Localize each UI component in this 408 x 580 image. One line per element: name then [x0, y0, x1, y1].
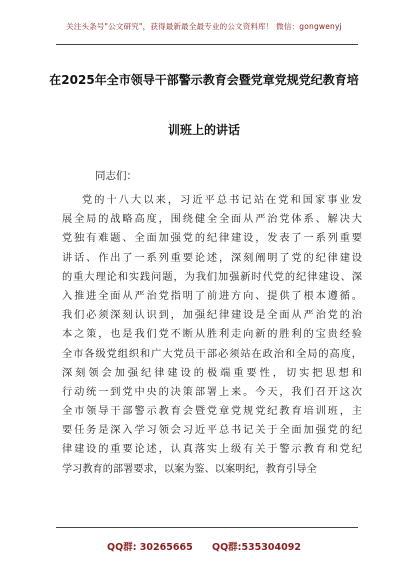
salutation: 同志们： — [95, 170, 137, 182]
document-title-line-2: 训班上的讲话 — [167, 123, 240, 137]
body-line: 本之策，也是我们党不断从胜利走向新的胜利的宝贵经验 — [62, 329, 362, 341]
footer-qq-group-2: QQ群:535304092 — [212, 542, 301, 553]
body-line: 讲话、作出了一系列重要论述，深刻阐明了党的纪律建设 — [62, 252, 362, 264]
body-line: 党的十八大以来，习近平总书记站在党和国家事业发 — [82, 195, 362, 206]
body-line: 律建设的重要论述，认真落实上级有关于警示教育和党纪 — [62, 444, 362, 456]
body-line: 的重大理论和实践问题，为我们加强新时代党的纪律建设、深 — [62, 271, 362, 283]
body-line: 全市各级党组织和广大党员干部必须站在政治和全局的高度， — [62, 348, 362, 360]
body-line: 学习教育的部署要求，以案为鉴、以案明纪，教育引导全 — [62, 463, 317, 475]
footer-divider — [56, 527, 358, 528]
body-line: 全市领导干部警示教育会暨党章党规党纪教育培训班，主 — [62, 406, 362, 418]
footer — [0, 539, 408, 553]
document-title-line-1: 在2025年全市领导干部警示教育会暨党章党规党纪教育培 — [49, 73, 359, 87]
body-line: 入推进全面从严治党指明了前进方向、提供了根本遵循。 — [62, 290, 362, 302]
header-divider — [56, 44, 358, 45]
header-note: 关注头条号"公文研究"，获得最新最全最专业的公文资料库！ 微信：gongwenyj — [66, 22, 342, 31]
body-text — [62, 191, 362, 479]
body-line: 要任务是深入学习领会习近平总书记关于全面加强党的纪 — [62, 425, 362, 437]
body-line: 我们必须深刻认识到，加强纪律建设是全面从严治党的治 — [62, 310, 362, 322]
footer-qq-group-1: QQ群: 30265665 — [107, 542, 193, 553]
body-line: 深刻领会加强纪律建设的极端重要性，切实把思想和 — [62, 367, 362, 379]
body-line: 展全局的战略高度，围绕健全全面从严治党体系、解决大 — [62, 214, 362, 226]
body-line: 行动统一到党中央的决策部署上来。今天，我们召开这次 — [62, 386, 362, 398]
body-line: 党独有难题、全面加强党的纪律建设，发表了一系列重要 — [62, 233, 362, 245]
